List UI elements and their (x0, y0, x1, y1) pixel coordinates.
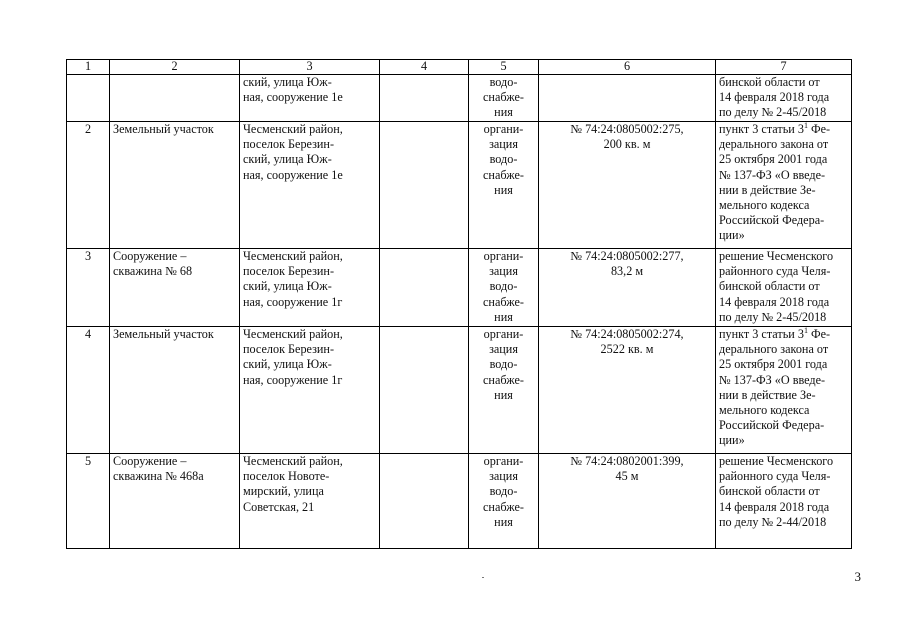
header-col-7: 7 (716, 60, 852, 75)
basis-line: мельного кодекса (719, 403, 810, 418)
basis-line: районного суда Челя- (719, 264, 831, 279)
address-line: Чесменский район, (243, 454, 343, 468)
header-col-5: 5 (469, 60, 539, 75)
cadastral-number: № 74:24:0805002:275, (570, 122, 684, 136)
cadastral-area: 200 кв. м (603, 137, 651, 152)
property-table (66, 59, 852, 549)
address-line: ский, улица Юж- (243, 357, 332, 372)
purpose-line: зация (489, 264, 518, 279)
basis-line: пункт 3 статьи $3^1$ Фе- (719, 325, 831, 341)
superscript: 1 (803, 120, 808, 130)
basis-line: по делу № 2-44/2018 (719, 514, 827, 529)
object-name-line: скважина № 68 (113, 264, 193, 279)
object-name-line: Сооружение – (113, 249, 187, 263)
purpose-line: снабже- (483, 90, 524, 105)
cadastral-cell (539, 327, 716, 454)
basis-line: бинской области от (719, 75, 820, 89)
basis-line: № 137-ФЗ «О введе- (719, 372, 826, 387)
purpose-line: органи- (483, 327, 524, 341)
cadastral-area: 2522 кв. м (600, 342, 654, 357)
empty-cell (380, 122, 469, 249)
address-line: ский, улица Юж- (243, 279, 332, 294)
superscript: 1 (803, 325, 808, 335)
row-number-cell (67, 75, 110, 122)
object-name-cell (110, 122, 240, 249)
basis-line: 14 февраля 2018 года (719, 294, 830, 309)
cadastral-area: 45 м (615, 469, 639, 484)
object-name-line: Земельный участок (113, 327, 214, 341)
address-cell (240, 75, 380, 122)
basis-line: Российской Федера- (719, 418, 825, 433)
object-name-line: скважина № 468а (113, 469, 204, 484)
basis-cell (716, 75, 852, 122)
cadastral-number: № 74:24:0805002:277, (570, 249, 684, 263)
address-cell (240, 454, 380, 549)
header-col-6: 6 (539, 60, 716, 75)
purpose-line: водо- (489, 484, 518, 499)
purpose-line: органи- (483, 249, 524, 263)
address-line: Советская, 21 (243, 499, 315, 514)
address-line: ная, сооружение 1г (243, 294, 343, 309)
row-number-cell: 2 (67, 122, 110, 249)
table-row (67, 327, 852, 454)
object-name-cell (110, 454, 240, 549)
object-name-cell (110, 75, 240, 122)
cadastral-number: № 74:24:0802001:399, (570, 454, 684, 468)
address-line: ная, сооружение 1г (243, 372, 343, 387)
cadastral-area: 83,2 м (610, 264, 644, 279)
basis-cell (716, 327, 852, 454)
basis-line: бинской области от (719, 484, 820, 499)
basis-line: 25 октября 2001 года (719, 357, 828, 372)
address-line: ная, сооружение 1е (243, 167, 343, 182)
basis-cell (716, 249, 852, 327)
purpose-line: ния (494, 387, 513, 402)
basis-line: пункт 3 статьи $3^1$ Фе- (719, 120, 831, 136)
page-number: 3 (854, 569, 861, 584)
scan-speck (482, 577, 484, 578)
object-name-cell (110, 327, 240, 454)
object-name-line: Сооружение – (113, 454, 187, 468)
basis-line: 14 февраля 2018 года (719, 90, 830, 105)
purpose-line: ния (494, 309, 513, 324)
purpose-line: снабже- (483, 294, 524, 309)
address-line: поселок Новоте- (243, 469, 330, 484)
empty-cell (380, 327, 469, 454)
address-cell (240, 327, 380, 454)
purpose-line: ния (494, 105, 513, 120)
address-line: Чесменский район, (243, 249, 343, 263)
purpose-line: зация (489, 469, 518, 484)
purpose-line: зация (489, 342, 518, 357)
empty-cell (380, 75, 469, 122)
basis-line: № 137-ФЗ «О введе- (719, 167, 826, 182)
empty-cell (380, 249, 469, 327)
cadastral-cell (539, 454, 716, 549)
object-name-cell (110, 249, 240, 327)
address-line: Чесменский район, (243, 327, 343, 341)
table-row (67, 75, 852, 122)
row-number-cell: 5 (67, 454, 110, 549)
purpose-cell (469, 75, 539, 122)
purpose-line: водо- (489, 279, 518, 294)
cadastral-cell (539, 249, 716, 327)
purpose-line: водо- (489, 357, 518, 372)
basis-line: 14 февраля 2018 года (719, 499, 830, 514)
header-col-3: 3 (240, 60, 380, 75)
basis-line: решение Чесменского (719, 454, 834, 468)
purpose-cell (469, 454, 539, 549)
basis-line: Российской Федера- (719, 213, 825, 228)
address-line: ский, улица Юж- (243, 152, 332, 167)
basis-line: ции» (719, 228, 745, 243)
basis-line: нии в действие Зе- (719, 182, 816, 197)
address-line: ная, сооружение 1е (243, 90, 343, 105)
table-row (67, 122, 852, 249)
purpose-line: водо- (489, 152, 518, 167)
address-line: Чесменский район, (243, 122, 343, 136)
address-line: поселок Березин- (243, 137, 335, 152)
row-number-cell: 3 (67, 249, 110, 327)
row-number-cell: 4 (67, 327, 110, 454)
basis-line: бинской области от (719, 279, 820, 294)
table-row (67, 454, 852, 549)
header-row (67, 60, 852, 75)
basis-line: дерального закона от (719, 137, 829, 152)
purpose-line: снабже- (483, 167, 524, 182)
table-row (67, 249, 852, 327)
purpose-line: водо- (489, 75, 518, 89)
purpose-cell (469, 327, 539, 454)
address-line: мирский, улица (243, 484, 324, 499)
purpose-line: органи- (483, 454, 524, 468)
basis-line: решение Чесменского (719, 249, 834, 263)
purpose-line: органи- (483, 122, 524, 136)
basis-line: по делу № 2-45/2018 (719, 105, 827, 120)
cadastral-cell (539, 75, 716, 122)
address-cell (240, 249, 380, 327)
object-name-line: Земельный участок (113, 122, 214, 136)
header-col-1: 1 (67, 60, 110, 75)
address-cell (240, 122, 380, 249)
purpose-line: ния (494, 182, 513, 197)
purpose-line: снабже- (483, 372, 524, 387)
basis-cell (716, 122, 852, 249)
purpose-line: ния (494, 514, 513, 529)
basis-cell (716, 454, 852, 549)
basis-line: по делу № 2-45/2018 (719, 309, 827, 324)
header-col-4: 4 (380, 60, 469, 75)
purpose-cell (469, 249, 539, 327)
cadastral-cell (539, 122, 716, 249)
empty-cell (380, 454, 469, 549)
basis-line: мельного кодекса (719, 198, 810, 213)
header-col-2: 2 (110, 60, 240, 75)
purpose-line: зация (489, 137, 518, 152)
basis-line: ции» (719, 433, 745, 448)
purpose-line: снабже- (483, 499, 524, 514)
cadastral-number: № 74:24:0805002:274, (570, 327, 684, 341)
address-line: ский, улица Юж- (243, 75, 332, 89)
basis-line: районного суда Челя- (719, 469, 831, 484)
address-line: поселок Березин- (243, 342, 335, 357)
basis-line: дерального закона от (719, 342, 829, 357)
basis-line: нии в действие Зе- (719, 387, 816, 402)
address-line: поселок Березин- (243, 264, 335, 279)
basis-line: 25 октября 2001 года (719, 152, 828, 167)
purpose-cell (469, 122, 539, 249)
